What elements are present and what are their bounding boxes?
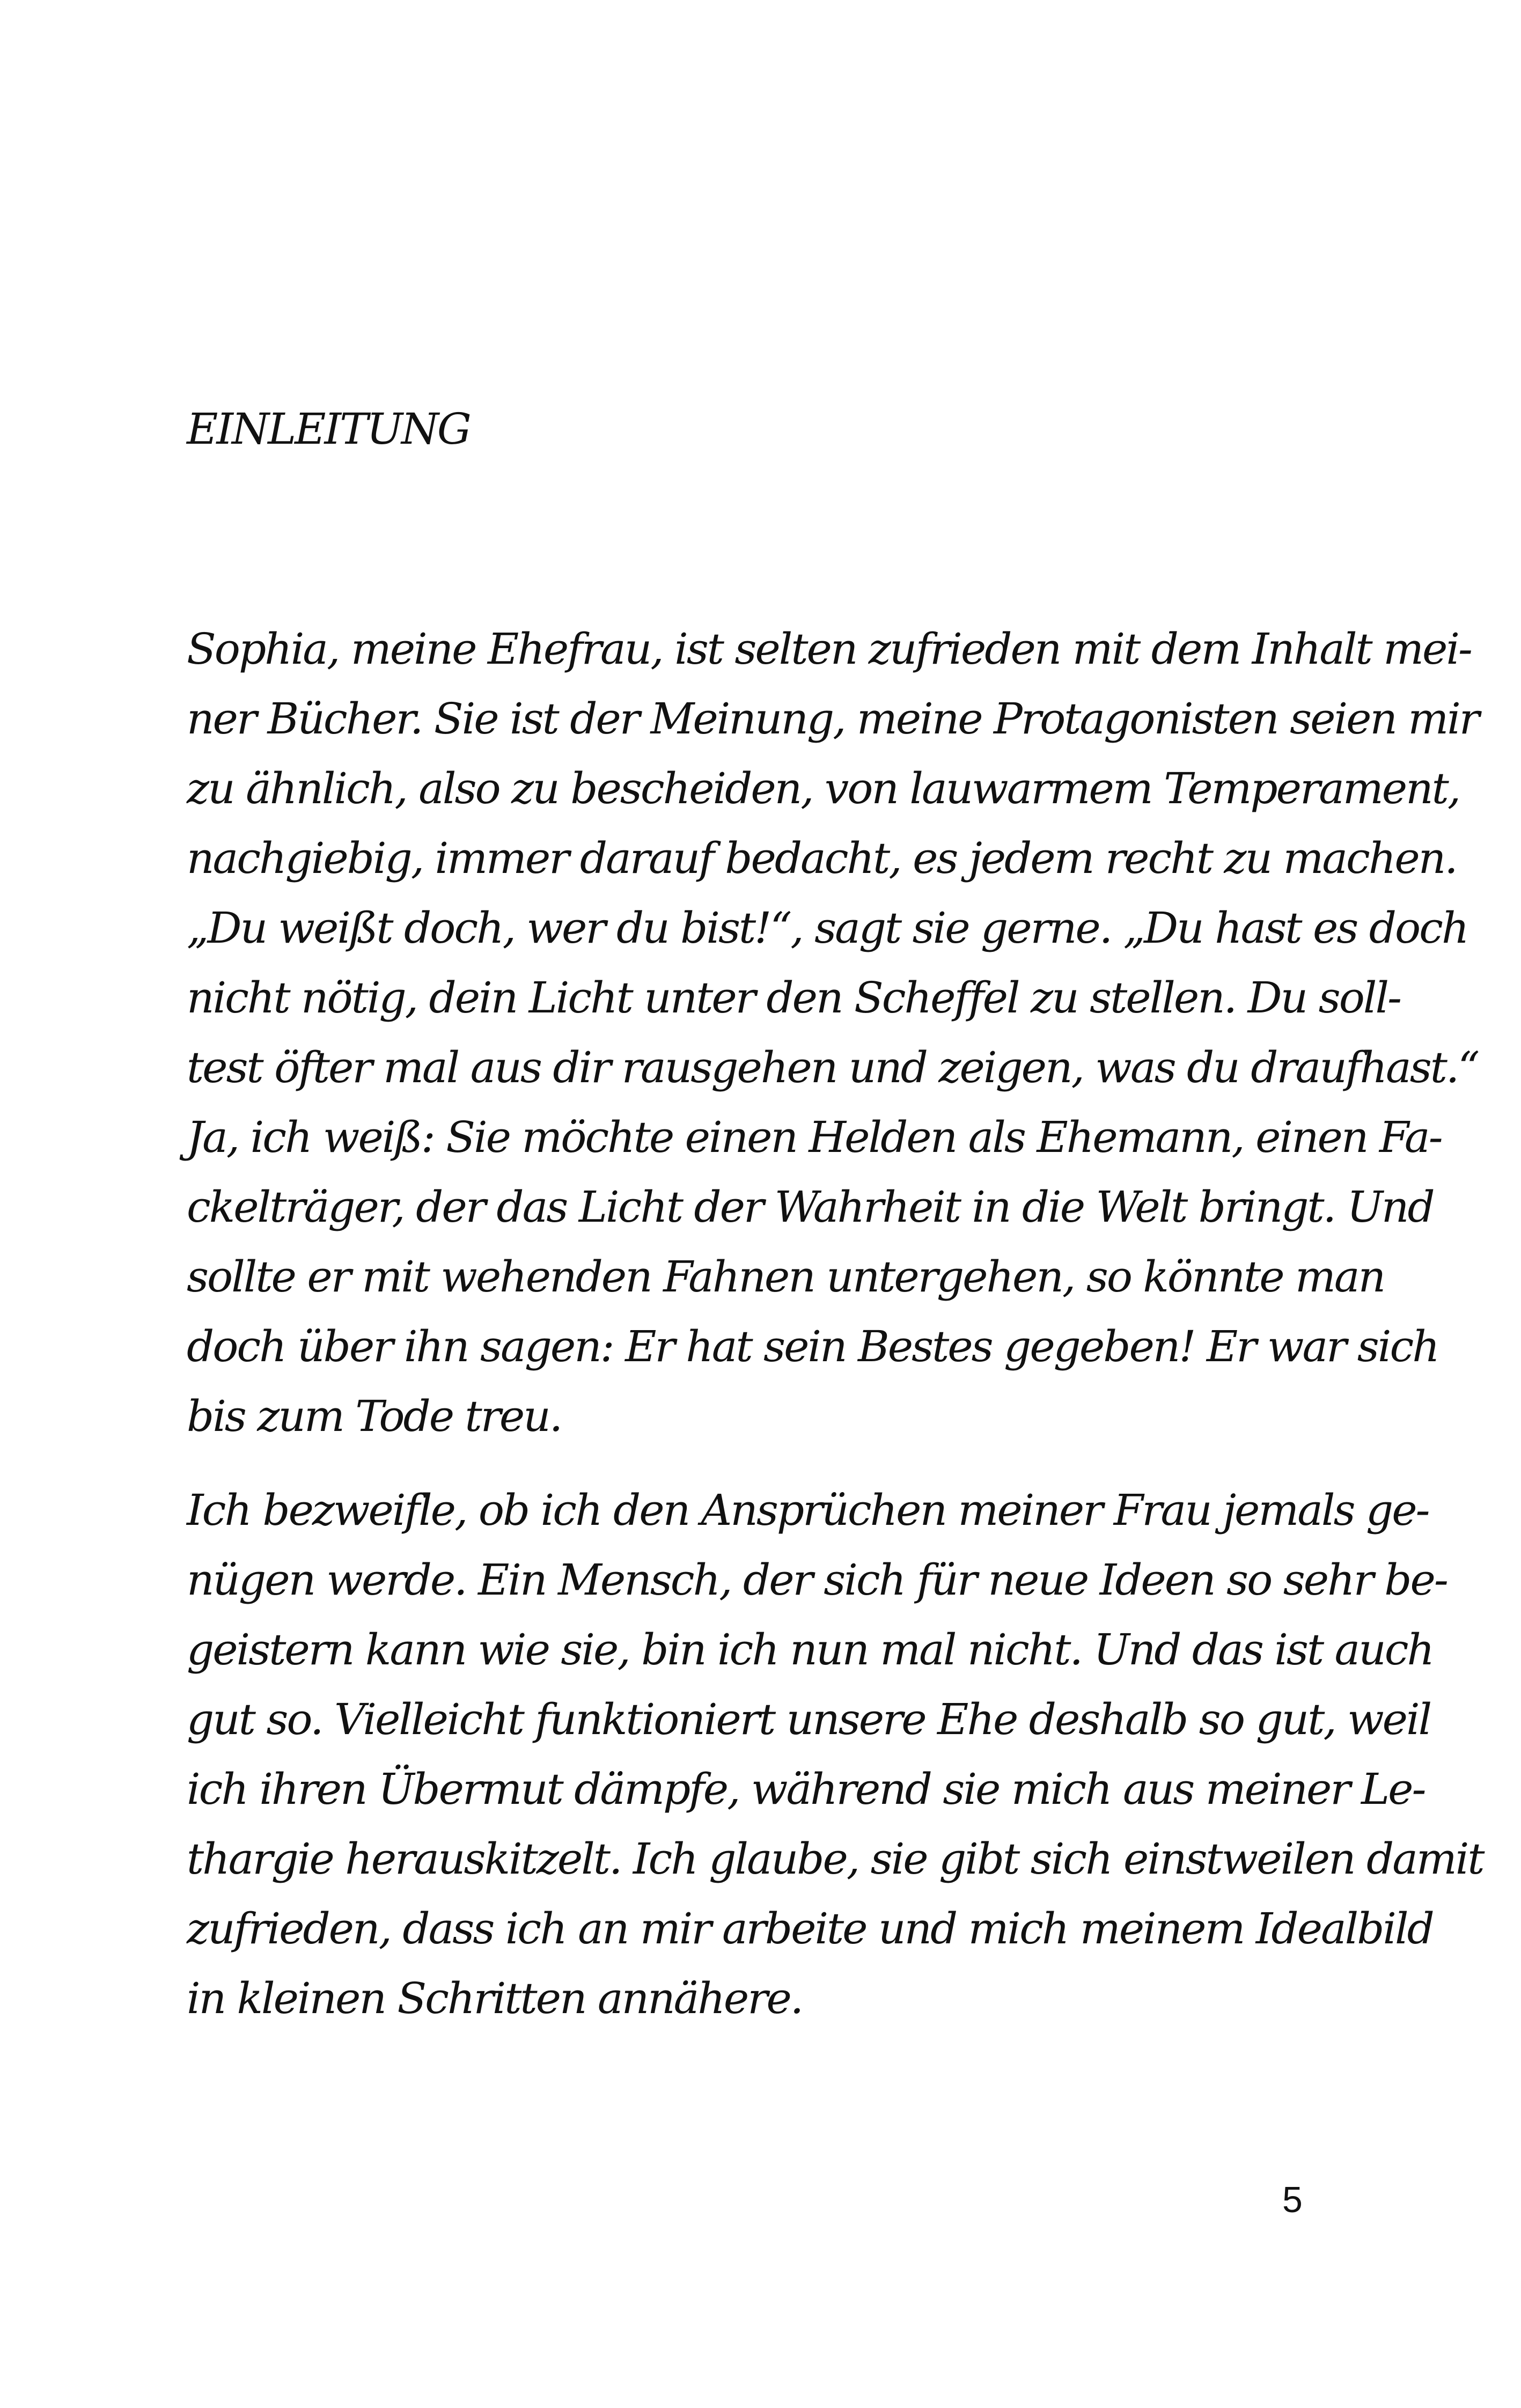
- paragraph-1: [187, 614, 1479, 1451]
- text-line: geistern kann wie sie, bin ich nun mal nicht. Und das ist auch: [187, 1625, 1434, 1675]
- text-line: gut so. Vielleicht funktioniert unsere Ehe deshalb so gut, weil: [187, 1694, 1431, 1744]
- text-line: ner Bücher. Sie ist der Meinung, meine Protagonisten seien mir: [187, 694, 1479, 744]
- text-line: nachgiebig, immer darauf bedacht, es jedem recht zu machen.: [187, 833, 1457, 883]
- text-line: ckelträger, der das Licht der Wahrheit in die Welt bringt. Und: [187, 1182, 1434, 1232]
- text-line: Ich bezweifle, ob ich den Ansprüchen meiner Frau jemals ge-: [187, 1485, 1429, 1535]
- text-line: zufrieden, dass ich an mir arbeite und mich meinem Idealbild: [187, 1904, 1433, 1954]
- text-line: „Du weißt doch, wer du bist!“, sagt sie gerne. „Du hast es doch: [187, 903, 1468, 953]
- page-number: 5: [1282, 2179, 1303, 2220]
- text-line: test öfter mal aus dir rausgehen und zeigen, was du draufhast.“: [187, 1043, 1479, 1092]
- paragraph-2: [187, 1475, 1483, 2033]
- text-line: Sophia, meine Ehefrau, ist selten zufrieden mit dem Inhalt mei-: [187, 624, 1471, 674]
- text-line: Ja, ich weiß: Sie möchte einen Helden als Ehemann, einen Fa-: [187, 1112, 1442, 1162]
- text-line: nügen werde. Ein Mensch, der sich für neue Ideen so sehr be-: [187, 1555, 1447, 1605]
- text-line: zu ähnlich, also zu bescheiden, von lauwarmem Temperament,: [187, 763, 1460, 813]
- text-line: sollte er mit wehenden Fahnen untergehen, so könnte man: [187, 1252, 1385, 1302]
- text-line: thargie herauskitzelt. Ich glaube, sie gibt sich einstweilen damit: [187, 1834, 1483, 1884]
- text-line: doch über ihn sagen: Er hat sein Bestes gegeben! Er war sich: [187, 1322, 1438, 1371]
- text-line: ich ihren Übermut dämpfe, während sie mich aus meiner Le-: [187, 1764, 1425, 1814]
- text-line: in kleinen Schritten annähere.: [187, 1973, 803, 2023]
- text-line: nicht nötig, dein Licht unter den Scheffel zu stellen. Du soll-: [187, 973, 1401, 1023]
- chapter-heading: EINLEITUNG: [187, 404, 470, 454]
- text-line: bis zum Tode treu.: [187, 1391, 562, 1441]
